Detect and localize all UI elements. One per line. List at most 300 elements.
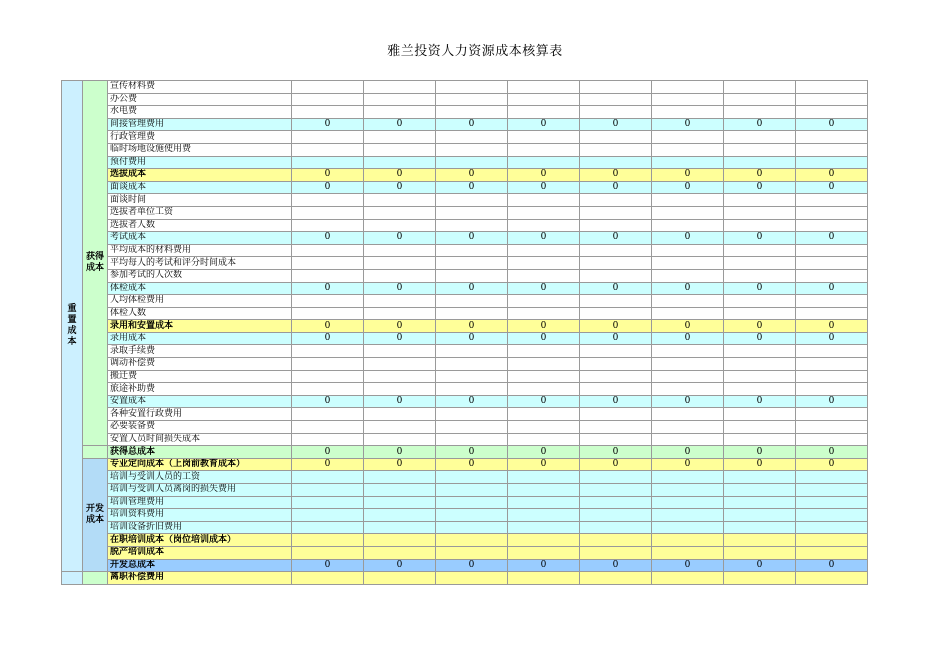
value-cell[interactable] bbox=[436, 295, 508, 308]
value-cell[interactable] bbox=[724, 219, 796, 232]
value-cell[interactable] bbox=[652, 572, 724, 585]
value-cell[interactable]: 0 bbox=[436, 118, 508, 131]
value-cell[interactable]: 0 bbox=[292, 282, 364, 295]
value-cell[interactable] bbox=[724, 546, 796, 559]
value-cell[interactable]: 0 bbox=[436, 395, 508, 408]
row-label[interactable]: 间接管理费用 bbox=[108, 118, 292, 131]
value-cell[interactable] bbox=[652, 156, 724, 169]
value-cell[interactable]: 0 bbox=[796, 395, 868, 408]
value-cell[interactable]: 0 bbox=[436, 232, 508, 245]
value-cell[interactable] bbox=[364, 219, 436, 232]
value-cell[interactable] bbox=[508, 257, 580, 270]
value-cell[interactable] bbox=[580, 194, 652, 207]
value-cell[interactable] bbox=[652, 509, 724, 522]
value-cell[interactable] bbox=[580, 156, 652, 169]
value-cell[interactable] bbox=[436, 408, 508, 421]
value-cell[interactable] bbox=[580, 509, 652, 522]
value-cell[interactable] bbox=[796, 131, 868, 144]
value-cell[interactable] bbox=[652, 496, 724, 509]
value-cell[interactable] bbox=[436, 546, 508, 559]
value-cell[interactable]: 0 bbox=[436, 332, 508, 345]
value-cell[interactable] bbox=[292, 484, 364, 497]
row-label[interactable]: 平均每人的考试和评分时间成本 bbox=[108, 257, 292, 270]
value-cell[interactable] bbox=[508, 106, 580, 119]
value-cell[interactable] bbox=[436, 206, 508, 219]
value-cell[interactable] bbox=[508, 546, 580, 559]
value-cell[interactable] bbox=[580, 269, 652, 282]
value-cell[interactable] bbox=[724, 194, 796, 207]
value-cell[interactable] bbox=[508, 345, 580, 358]
value-cell[interactable] bbox=[796, 572, 868, 585]
value-cell[interactable] bbox=[652, 206, 724, 219]
value-cell[interactable] bbox=[724, 81, 796, 94]
value-cell[interactable] bbox=[652, 131, 724, 144]
value-cell[interactable] bbox=[796, 257, 868, 270]
value-cell[interactable] bbox=[580, 206, 652, 219]
value-cell[interactable] bbox=[724, 131, 796, 144]
value-cell[interactable]: 0 bbox=[364, 332, 436, 345]
value-cell[interactable] bbox=[652, 408, 724, 421]
value-cell[interactable] bbox=[796, 143, 868, 156]
value-cell[interactable] bbox=[796, 358, 868, 371]
value-cell[interactable] bbox=[652, 143, 724, 156]
row-label[interactable]: 培训与受训人员离岗的损失费用 bbox=[108, 484, 292, 497]
value-cell[interactable] bbox=[436, 534, 508, 547]
value-cell[interactable]: 0 bbox=[364, 395, 436, 408]
value-cell[interactable] bbox=[292, 496, 364, 509]
value-cell[interactable]: 0 bbox=[580, 232, 652, 245]
value-cell[interactable] bbox=[580, 345, 652, 358]
row-label[interactable]: 体检人数 bbox=[108, 307, 292, 320]
value-cell[interactable] bbox=[508, 383, 580, 396]
value-cell[interactable]: 0 bbox=[652, 232, 724, 245]
value-cell[interactable] bbox=[364, 496, 436, 509]
value-cell[interactable] bbox=[724, 484, 796, 497]
value-cell[interactable]: 0 bbox=[436, 320, 508, 333]
value-cell[interactable] bbox=[580, 93, 652, 106]
row-label[interactable]: 旅途补助费 bbox=[108, 383, 292, 396]
value-cell[interactable] bbox=[436, 509, 508, 522]
value-cell[interactable]: 0 bbox=[796, 118, 868, 131]
value-cell[interactable] bbox=[580, 484, 652, 497]
value-cell[interactable]: 0 bbox=[724, 232, 796, 245]
value-cell[interactable] bbox=[364, 269, 436, 282]
value-cell[interactable]: 0 bbox=[292, 332, 364, 345]
value-cell[interactable]: 0 bbox=[652, 320, 724, 333]
value-cell[interactable]: 0 bbox=[580, 446, 652, 459]
value-cell[interactable] bbox=[436, 521, 508, 534]
value-cell[interactable] bbox=[724, 106, 796, 119]
row-label[interactable]: 调动补偿费 bbox=[108, 358, 292, 371]
value-cell[interactable] bbox=[652, 521, 724, 534]
value-cell[interactable] bbox=[508, 194, 580, 207]
value-cell[interactable] bbox=[796, 244, 868, 257]
value-cell[interactable] bbox=[436, 358, 508, 371]
value-cell[interactable] bbox=[292, 81, 364, 94]
value-cell[interactable] bbox=[652, 370, 724, 383]
value-cell[interactable] bbox=[580, 471, 652, 484]
value-cell[interactable]: 0 bbox=[364, 559, 436, 572]
value-cell[interactable] bbox=[364, 131, 436, 144]
value-cell[interactable] bbox=[508, 509, 580, 522]
value-cell[interactable] bbox=[508, 408, 580, 421]
value-cell[interactable] bbox=[292, 408, 364, 421]
value-cell[interactable] bbox=[652, 106, 724, 119]
row-label[interactable]: 宣传材料费 bbox=[108, 81, 292, 94]
value-cell[interactable] bbox=[580, 131, 652, 144]
value-cell[interactable] bbox=[580, 496, 652, 509]
value-cell[interactable] bbox=[292, 358, 364, 371]
value-cell[interactable] bbox=[292, 143, 364, 156]
value-cell[interactable]: 0 bbox=[436, 446, 508, 459]
value-cell[interactable] bbox=[796, 156, 868, 169]
row-label[interactable]: 选拔成本 bbox=[108, 169, 292, 182]
value-cell[interactable] bbox=[292, 421, 364, 434]
value-cell[interactable]: 0 bbox=[724, 169, 796, 182]
value-cell[interactable] bbox=[580, 433, 652, 446]
value-cell[interactable]: 0 bbox=[508, 232, 580, 245]
value-cell[interactable] bbox=[796, 370, 868, 383]
value-cell[interactable]: 0 bbox=[364, 232, 436, 245]
value-cell[interactable] bbox=[292, 219, 364, 232]
value-cell[interactable] bbox=[724, 433, 796, 446]
value-cell[interactable]: 0 bbox=[652, 332, 724, 345]
value-cell[interactable] bbox=[508, 496, 580, 509]
value-cell[interactable]: 0 bbox=[436, 169, 508, 182]
value-cell[interactable] bbox=[796, 496, 868, 509]
value-cell[interactable] bbox=[652, 269, 724, 282]
value-cell[interactable] bbox=[364, 572, 436, 585]
value-cell[interactable]: 0 bbox=[508, 458, 580, 471]
row-label[interactable]: 培训与受训人员的工资 bbox=[108, 471, 292, 484]
value-cell[interactable] bbox=[292, 572, 364, 585]
value-cell[interactable]: 0 bbox=[652, 118, 724, 131]
value-cell[interactable] bbox=[652, 471, 724, 484]
row-label[interactable]: 录取手续费 bbox=[108, 345, 292, 358]
value-cell[interactable]: 0 bbox=[652, 559, 724, 572]
value-cell[interactable]: 0 bbox=[508, 559, 580, 572]
value-cell[interactable] bbox=[436, 106, 508, 119]
value-cell[interactable] bbox=[724, 572, 796, 585]
value-cell[interactable] bbox=[724, 358, 796, 371]
value-cell[interactable] bbox=[436, 421, 508, 434]
value-cell[interactable]: 0 bbox=[796, 332, 868, 345]
value-cell[interactable] bbox=[724, 93, 796, 106]
value-cell[interactable] bbox=[580, 257, 652, 270]
value-cell[interactable] bbox=[364, 534, 436, 547]
value-cell[interactable] bbox=[580, 244, 652, 257]
value-cell[interactable] bbox=[436, 81, 508, 94]
value-cell[interactable] bbox=[508, 131, 580, 144]
value-cell[interactable] bbox=[364, 81, 436, 94]
row-label[interactable]: 水电费 bbox=[108, 106, 292, 119]
value-cell[interactable]: 0 bbox=[652, 181, 724, 194]
value-cell[interactable]: 0 bbox=[580, 458, 652, 471]
value-cell[interactable] bbox=[364, 244, 436, 257]
value-cell[interactable]: 0 bbox=[508, 446, 580, 459]
value-cell[interactable]: 0 bbox=[508, 332, 580, 345]
value-cell[interactable]: 0 bbox=[508, 181, 580, 194]
row-label[interactable]: 录用和安置成本 bbox=[108, 320, 292, 333]
value-cell[interactable] bbox=[508, 484, 580, 497]
value-cell[interactable] bbox=[508, 81, 580, 94]
value-cell[interactable]: 0 bbox=[364, 169, 436, 182]
value-cell[interactable]: 0 bbox=[364, 446, 436, 459]
value-cell[interactable] bbox=[796, 307, 868, 320]
value-cell[interactable] bbox=[580, 383, 652, 396]
value-cell[interactable] bbox=[796, 471, 868, 484]
value-cell[interactable]: 0 bbox=[580, 169, 652, 182]
value-cell[interactable] bbox=[508, 433, 580, 446]
value-cell[interactable] bbox=[580, 370, 652, 383]
value-cell[interactable] bbox=[292, 383, 364, 396]
value-cell[interactable] bbox=[796, 546, 868, 559]
value-cell[interactable] bbox=[796, 194, 868, 207]
value-cell[interactable]: 0 bbox=[724, 332, 796, 345]
value-cell[interactable] bbox=[292, 244, 364, 257]
value-cell[interactable] bbox=[436, 370, 508, 383]
value-cell[interactable] bbox=[652, 433, 724, 446]
value-cell[interactable] bbox=[364, 421, 436, 434]
value-cell[interactable] bbox=[508, 471, 580, 484]
value-cell[interactable]: 0 bbox=[436, 458, 508, 471]
value-cell[interactable] bbox=[580, 408, 652, 421]
value-cell[interactable]: 0 bbox=[508, 282, 580, 295]
value-cell[interactable] bbox=[580, 106, 652, 119]
value-cell[interactable] bbox=[724, 269, 796, 282]
value-cell[interactable] bbox=[796, 219, 868, 232]
value-cell[interactable]: 0 bbox=[292, 232, 364, 245]
value-cell[interactable] bbox=[292, 156, 364, 169]
value-cell[interactable] bbox=[436, 496, 508, 509]
value-cell[interactable]: 0 bbox=[292, 395, 364, 408]
value-cell[interactable] bbox=[436, 219, 508, 232]
value-cell[interactable]: 0 bbox=[292, 559, 364, 572]
row-label[interactable]: 人均体检费用 bbox=[108, 295, 292, 308]
value-cell[interactable] bbox=[508, 307, 580, 320]
value-cell[interactable] bbox=[436, 156, 508, 169]
row-label[interactable]: 培训设备折旧费用 bbox=[108, 521, 292, 534]
row-label[interactable]: 选拔者单位工资 bbox=[108, 206, 292, 219]
value-cell[interactable] bbox=[508, 358, 580, 371]
value-cell[interactable]: 0 bbox=[652, 458, 724, 471]
row-label[interactable]: 获得总成本 bbox=[108, 446, 292, 459]
value-cell[interactable]: 0 bbox=[724, 559, 796, 572]
row-label[interactable]: 培训管理费用 bbox=[108, 496, 292, 509]
value-cell[interactable] bbox=[796, 534, 868, 547]
row-label[interactable]: 体检成本 bbox=[108, 282, 292, 295]
value-cell[interactable] bbox=[724, 206, 796, 219]
row-label[interactable]: 离职补偿费用 bbox=[108, 572, 292, 585]
value-cell[interactable] bbox=[364, 345, 436, 358]
row-label[interactable]: 必要装备费 bbox=[108, 421, 292, 434]
value-cell[interactable] bbox=[508, 143, 580, 156]
value-cell[interactable]: 0 bbox=[508, 118, 580, 131]
value-cell[interactable] bbox=[652, 295, 724, 308]
value-cell[interactable] bbox=[652, 93, 724, 106]
row-label[interactable]: 各种安置行政费用 bbox=[108, 408, 292, 421]
value-cell[interactable] bbox=[364, 194, 436, 207]
value-cell[interactable] bbox=[580, 421, 652, 434]
value-cell[interactable]: 0 bbox=[796, 232, 868, 245]
value-cell[interactable]: 0 bbox=[796, 446, 868, 459]
value-cell[interactable] bbox=[724, 521, 796, 534]
value-cell[interactable]: 0 bbox=[580, 559, 652, 572]
row-label[interactable]: 平均成本的材料费用 bbox=[108, 244, 292, 257]
value-cell[interactable]: 0 bbox=[724, 458, 796, 471]
value-cell[interactable] bbox=[508, 421, 580, 434]
value-cell[interactable]: 0 bbox=[796, 320, 868, 333]
value-cell[interactable]: 0 bbox=[724, 181, 796, 194]
value-cell[interactable] bbox=[364, 307, 436, 320]
value-cell[interactable]: 0 bbox=[724, 320, 796, 333]
value-cell[interactable] bbox=[364, 93, 436, 106]
value-cell[interactable]: 0 bbox=[364, 282, 436, 295]
value-cell[interactable] bbox=[796, 408, 868, 421]
value-cell[interactable] bbox=[364, 206, 436, 219]
value-cell[interactable] bbox=[724, 244, 796, 257]
value-cell[interactable] bbox=[292, 295, 364, 308]
value-cell[interactable] bbox=[508, 269, 580, 282]
value-cell[interactable] bbox=[508, 572, 580, 585]
value-cell[interactable] bbox=[292, 546, 364, 559]
value-cell[interactable] bbox=[508, 93, 580, 106]
value-cell[interactable] bbox=[436, 307, 508, 320]
value-cell[interactable]: 0 bbox=[292, 118, 364, 131]
row-label[interactable]: 参加考试的人次数 bbox=[108, 269, 292, 282]
value-cell[interactable]: 0 bbox=[724, 395, 796, 408]
value-cell[interactable] bbox=[436, 471, 508, 484]
value-cell[interactable] bbox=[724, 143, 796, 156]
row-label[interactable]: 培训资料费用 bbox=[108, 509, 292, 522]
value-cell[interactable] bbox=[580, 219, 652, 232]
value-cell[interactable]: 0 bbox=[796, 458, 868, 471]
value-cell[interactable] bbox=[364, 509, 436, 522]
value-cell[interactable] bbox=[724, 534, 796, 547]
value-cell[interactable] bbox=[580, 521, 652, 534]
value-cell[interactable]: 0 bbox=[580, 320, 652, 333]
value-cell[interactable] bbox=[796, 206, 868, 219]
value-cell[interactable] bbox=[364, 358, 436, 371]
value-cell[interactable] bbox=[436, 269, 508, 282]
value-cell[interactable] bbox=[508, 244, 580, 257]
value-cell[interactable] bbox=[652, 421, 724, 434]
value-cell[interactable] bbox=[436, 257, 508, 270]
value-cell[interactable]: 0 bbox=[292, 320, 364, 333]
row-label[interactable]: 录用成本 bbox=[108, 332, 292, 345]
value-cell[interactable] bbox=[292, 471, 364, 484]
value-cell[interactable] bbox=[796, 509, 868, 522]
value-cell[interactable] bbox=[436, 131, 508, 144]
value-cell[interactable] bbox=[508, 219, 580, 232]
value-cell[interactable] bbox=[724, 471, 796, 484]
value-cell[interactable] bbox=[796, 433, 868, 446]
value-cell[interactable] bbox=[436, 143, 508, 156]
value-cell[interactable] bbox=[292, 509, 364, 522]
value-cell[interactable] bbox=[796, 521, 868, 534]
value-cell[interactable]: 0 bbox=[580, 181, 652, 194]
row-label[interactable]: 在职培训成本（岗位培训成本） bbox=[108, 534, 292, 547]
value-cell[interactable]: 0 bbox=[724, 282, 796, 295]
value-cell[interactable] bbox=[292, 521, 364, 534]
value-cell[interactable] bbox=[580, 143, 652, 156]
value-cell[interactable]: 0 bbox=[580, 282, 652, 295]
value-cell[interactable] bbox=[436, 433, 508, 446]
value-cell[interactable] bbox=[652, 534, 724, 547]
row-label[interactable]: 临时场地设施使用费 bbox=[108, 143, 292, 156]
value-cell[interactable] bbox=[364, 295, 436, 308]
value-cell[interactable] bbox=[580, 534, 652, 547]
value-cell[interactable] bbox=[796, 345, 868, 358]
value-cell[interactable]: 0 bbox=[436, 282, 508, 295]
value-cell[interactable]: 0 bbox=[580, 118, 652, 131]
value-cell[interactable] bbox=[580, 358, 652, 371]
value-cell[interactable] bbox=[292, 307, 364, 320]
value-cell[interactable]: 0 bbox=[796, 169, 868, 182]
value-cell[interactable] bbox=[508, 370, 580, 383]
row-label[interactable]: 脱产培训成本 bbox=[108, 546, 292, 559]
value-cell[interactable] bbox=[436, 383, 508, 396]
value-cell[interactable] bbox=[364, 484, 436, 497]
value-cell[interactable] bbox=[796, 383, 868, 396]
row-label[interactable]: 搬迁费 bbox=[108, 370, 292, 383]
value-cell[interactable]: 0 bbox=[508, 320, 580, 333]
value-cell[interactable] bbox=[508, 156, 580, 169]
value-cell[interactable]: 0 bbox=[796, 282, 868, 295]
value-cell[interactable] bbox=[364, 156, 436, 169]
value-cell[interactable] bbox=[580, 546, 652, 559]
row-label[interactable]: 专业定向成本（上岗前教育成本） bbox=[108, 458, 292, 471]
value-cell[interactable] bbox=[436, 194, 508, 207]
value-cell[interactable] bbox=[292, 345, 364, 358]
value-cell[interactable]: 0 bbox=[796, 181, 868, 194]
value-cell[interactable]: 0 bbox=[292, 169, 364, 182]
value-cell[interactable]: 0 bbox=[292, 446, 364, 459]
value-cell[interactable] bbox=[652, 244, 724, 257]
value-cell[interactable] bbox=[364, 143, 436, 156]
value-cell[interactable]: 0 bbox=[580, 332, 652, 345]
value-cell[interactable] bbox=[652, 383, 724, 396]
value-cell[interactable] bbox=[652, 219, 724, 232]
value-cell[interactable] bbox=[364, 408, 436, 421]
row-label[interactable]: 面谈成本 bbox=[108, 181, 292, 194]
value-cell[interactable]: 0 bbox=[796, 559, 868, 572]
row-label[interactable]: 行政管理费 bbox=[108, 131, 292, 144]
value-cell[interactable]: 0 bbox=[292, 458, 364, 471]
value-cell[interactable] bbox=[364, 521, 436, 534]
value-cell[interactable] bbox=[580, 81, 652, 94]
value-cell[interactable] bbox=[364, 383, 436, 396]
value-cell[interactable] bbox=[364, 106, 436, 119]
value-cell[interactable] bbox=[796, 269, 868, 282]
value-cell[interactable] bbox=[508, 534, 580, 547]
value-cell[interactable] bbox=[796, 484, 868, 497]
value-cell[interactable] bbox=[796, 81, 868, 94]
value-cell[interactable] bbox=[724, 421, 796, 434]
value-cell[interactable] bbox=[652, 194, 724, 207]
row-label[interactable]: 选拔者人数 bbox=[108, 219, 292, 232]
value-cell[interactable] bbox=[796, 295, 868, 308]
value-cell[interactable]: 0 bbox=[508, 169, 580, 182]
value-cell[interactable] bbox=[292, 534, 364, 547]
value-cell[interactable] bbox=[292, 194, 364, 207]
value-cell[interactable] bbox=[724, 257, 796, 270]
value-cell[interactable] bbox=[364, 471, 436, 484]
value-cell[interactable] bbox=[652, 345, 724, 358]
row-label[interactable]: 预付费用 bbox=[108, 156, 292, 169]
value-cell[interactable] bbox=[436, 93, 508, 106]
value-cell[interactable] bbox=[652, 546, 724, 559]
